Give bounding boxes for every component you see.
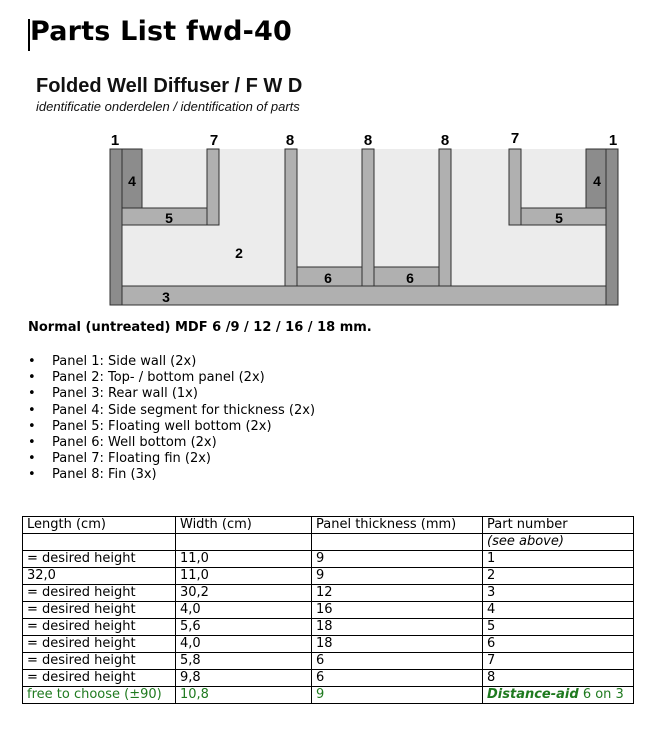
table-cell: = desired height <box>23 585 176 602</box>
panel-8-middle <box>362 149 374 286</box>
distance-aid-label: Distance-aid <box>487 687 579 702</box>
part-label-4-right: 4 <box>593 173 601 189</box>
list-item <box>28 354 315 370</box>
table-row <box>23 670 634 687</box>
list-item-text: Panel 5: Floating well bottom (2x) <box>52 418 272 434</box>
list-item <box>28 370 315 386</box>
bullet-icon: • <box>28 402 36 418</box>
part-label-5-right: 5 <box>555 210 563 226</box>
bullet-icon: • <box>28 451 36 467</box>
top-label-8-right: 8 <box>440 132 450 149</box>
panel-8-right <box>439 149 451 286</box>
table-row <box>23 619 634 636</box>
table-cell <box>483 687 634 704</box>
top-label-7-left: 7 <box>209 132 219 149</box>
table-row-distance-aid <box>23 687 634 704</box>
table-cell: 9 <box>312 568 483 585</box>
table-cell: 9,8 <box>176 670 312 687</box>
part-label-2: 2 <box>235 245 243 261</box>
list-item <box>28 467 315 483</box>
header-length: Length (cm) <box>23 517 176 534</box>
bullet-icon: • <box>28 467 36 483</box>
panel-1-left <box>110 149 122 305</box>
table-cell: 4,0 <box>176 636 312 653</box>
table-cell: 3 <box>483 585 634 602</box>
header-width: Width (cm) <box>176 517 312 534</box>
table-cell: 6 <box>312 670 483 687</box>
table-cell: 18 <box>312 636 483 653</box>
table-cell: = desired height <box>23 551 176 568</box>
table-cell: 9 <box>312 687 483 704</box>
table-cell: 4,0 <box>176 602 312 619</box>
top-label-8-left: 8 <box>285 132 295 149</box>
table-cell: 11,0 <box>176 551 312 568</box>
panel-3 <box>122 286 606 305</box>
table-cell: = desired height <box>23 636 176 653</box>
part-label-5-left: 5 <box>165 210 173 226</box>
table-cell <box>176 534 312 551</box>
list-item <box>28 419 315 435</box>
table-cell: 4 <box>483 602 634 619</box>
table-cell: = desired height <box>23 670 176 687</box>
table-cell: 10,8 <box>176 687 312 704</box>
table-cell: free to choose (±90) <box>23 687 176 704</box>
table-row <box>23 551 634 568</box>
table-cell: 5,6 <box>176 619 312 636</box>
panel-5-right <box>521 208 606 225</box>
distance-aid-detail: 6 on 3 <box>578 687 624 702</box>
table-cell: 11,0 <box>176 568 312 585</box>
table-cell: 12 <box>312 585 483 602</box>
list-item-text: Panel 2: Top- / bottom panel (2x) <box>52 370 265 386</box>
list-item-text: Panel 1: Side wall (2x) <box>52 354 197 369</box>
diagram-title: Folded Well Diffuser / F W D <box>36 75 303 97</box>
table-row <box>23 636 634 653</box>
top-label-7-right: 7 <box>510 130 520 147</box>
table-cell <box>312 534 483 551</box>
table-cell: 9 <box>312 551 483 568</box>
part-label-6-left: 6 <box>324 270 332 286</box>
panel-7-right <box>509 149 521 225</box>
panel-8-left <box>285 149 297 286</box>
table-cell: 6 <box>483 636 634 653</box>
table-row <box>23 585 634 602</box>
list-item <box>28 451 315 467</box>
top-label-8-middle: 8 <box>363 132 373 149</box>
table-cell: 2 <box>483 568 634 585</box>
table-cell: 5,8 <box>176 653 312 670</box>
table-cell: = desired height <box>23 653 176 670</box>
part-label-4-left: 4 <box>128 173 136 189</box>
table-cell: = desired height <box>23 619 176 636</box>
table-cell: 8 <box>483 670 634 687</box>
table-cell <box>23 534 176 551</box>
table-cell: (see above) <box>483 534 634 551</box>
table-cell: 18 <box>312 619 483 636</box>
bullet-icon: • <box>28 354 36 369</box>
diagram-subtitle: identificatie onderdelen / identification of parts <box>36 99 300 114</box>
bullet-icon: • <box>28 434 36 450</box>
table-row <box>23 653 634 670</box>
table-subheader-row <box>23 534 634 551</box>
bullet-icon: • <box>28 418 36 434</box>
parts-table <box>22 516 634 704</box>
part-label-3: 3 <box>162 289 170 305</box>
table-cell: 7 <box>483 653 634 670</box>
table-cell: 5 <box>483 619 634 636</box>
table-row <box>23 568 634 585</box>
bullet-icon: • <box>28 370 36 386</box>
list-item-text: Panel 3: Rear wall (1x) <box>52 386 198 402</box>
table-cell: 1 <box>483 551 634 568</box>
list-item <box>28 403 315 419</box>
table-cell: 32,0 <box>23 568 176 585</box>
panel-1-right <box>606 149 618 305</box>
table-row <box>23 602 634 619</box>
parts-diagram <box>26 68 626 312</box>
header-part-number: Part number <box>483 517 634 534</box>
top-label-1-left: 1 <box>110 132 120 149</box>
table-cell: 30,2 <box>176 585 312 602</box>
table-cell: = desired height <box>23 602 176 619</box>
list-item-text: Panel 8: Fin (3x) <box>52 467 157 483</box>
list-item-text: Panel 6: Well bottom (2x) <box>52 434 217 450</box>
table-cell: 16 <box>312 602 483 619</box>
list-item <box>28 435 315 451</box>
top-label-1-right: 1 <box>608 132 618 149</box>
part-label-6-right: 6 <box>406 270 414 286</box>
list-item-text: Panel 4: Side segment for thickness (2x) <box>52 402 316 418</box>
list-item <box>28 386 315 402</box>
material-note: Normal (untreated) MDF 6 /9 / 12 / 16 / 18 mm. <box>28 320 372 335</box>
page-title: Parts List fwd-40 <box>30 16 293 47</box>
list-item-text: Panel 7: Floating fin (2x) <box>52 451 211 467</box>
table-cell: 6 <box>312 653 483 670</box>
bullet-icon: • <box>28 386 36 402</box>
header-thickness: Panel thickness (mm) <box>312 517 483 534</box>
panel-7-left <box>207 149 219 225</box>
panel-list <box>28 354 315 484</box>
table-header-row <box>23 517 634 534</box>
